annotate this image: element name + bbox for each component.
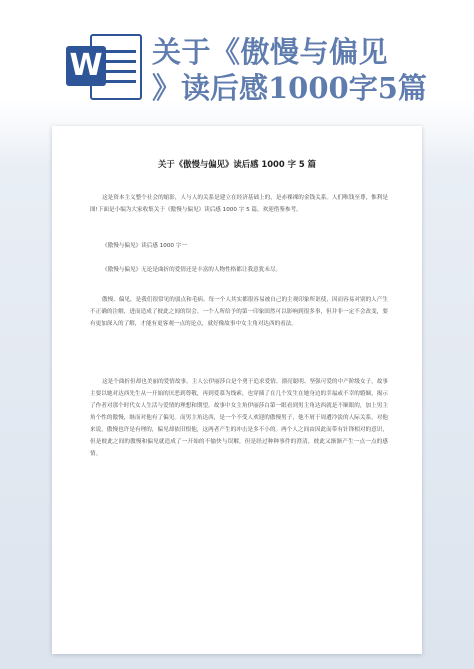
paragraph-body-1: 傲慢、偏见，是我们很常见的弱点和毛病。每一个人其实都很容易被自己的主观印象所诓使，因而容易对别的人产生不正确的注解，进而造成了彼此之间的误会。一个人所给予的第一印象固然可以影响到很多事，但并非一定不会改变，要有更加深入的了解，才能有更客观一点的论点，就好像故事中女主角对达西的看法。 xyxy=(90,297,388,327)
banner-title-line-1: 关于《傲慢与偏见 xyxy=(152,35,389,69)
header-banner xyxy=(0,0,474,112)
word-document-icon xyxy=(66,34,144,100)
paragraph-heading-essay-1: 《傲慢与偏见》读后感 1000 字一 xyxy=(102,243,187,249)
paragraph-body-2: 这是个曲折但却也美丽的爱情故事，主人公伊丽莎白是个勇于追求爱情、漂亮聪明、坚强可爱的中产阶级女子。故事主要以她对达西先生从一开始的厌恶到尊敬，再到爱慕为线索，也穿插了在几个发生在她身边的幸福或不幸的婚姻，揭示了作者对那个时代女人生活与爱情的理想和期望。故事中女主角伊丽莎白第一眼看到男主角达西就是不顺眼的，加上男主角个性的傲慢，继而对他有了偏见。而男主角达西，是一个不受人欢迎的傲慢男子，他不屑于周遭冷淡的人际关系，对他来说，傲慢也许是有理的，偏见却依旧恨他，这两者产生的冲击是多不小的。两个人之间由因此而带有针锋相对的意识，但是彼此之间的傲慢和偏见就造成了一开始的不愉快与误解，但是经过种种事件的澄清，彼此又渐渐产生一点一点的感情。 xyxy=(90,379,388,457)
paragraph-summary: 《傲慢与偏见》无论是曲折的爱情还是丰富的人物性格都让我意犹未尽。 xyxy=(102,267,282,273)
document-title: 关于《傲慢与偏见》读后感 1000 字 5 篇 xyxy=(157,159,317,169)
document-page xyxy=(52,126,422,654)
banner-title-line-2: 》读后感1000字5篇 xyxy=(152,71,427,105)
word-icon-letter: W xyxy=(66,46,106,86)
paragraph-intro: 这是资本主义整个社会的缩影，人与人的关系是建立在经济基础上的，是赤裸裸的金钱关系。人们唯钱至尊，惟利是图!下面是小编为大家收集关于《傲慢与偏见》读后感 1000 字 5 篇，欢迎借鉴参考。 xyxy=(90,195,388,213)
